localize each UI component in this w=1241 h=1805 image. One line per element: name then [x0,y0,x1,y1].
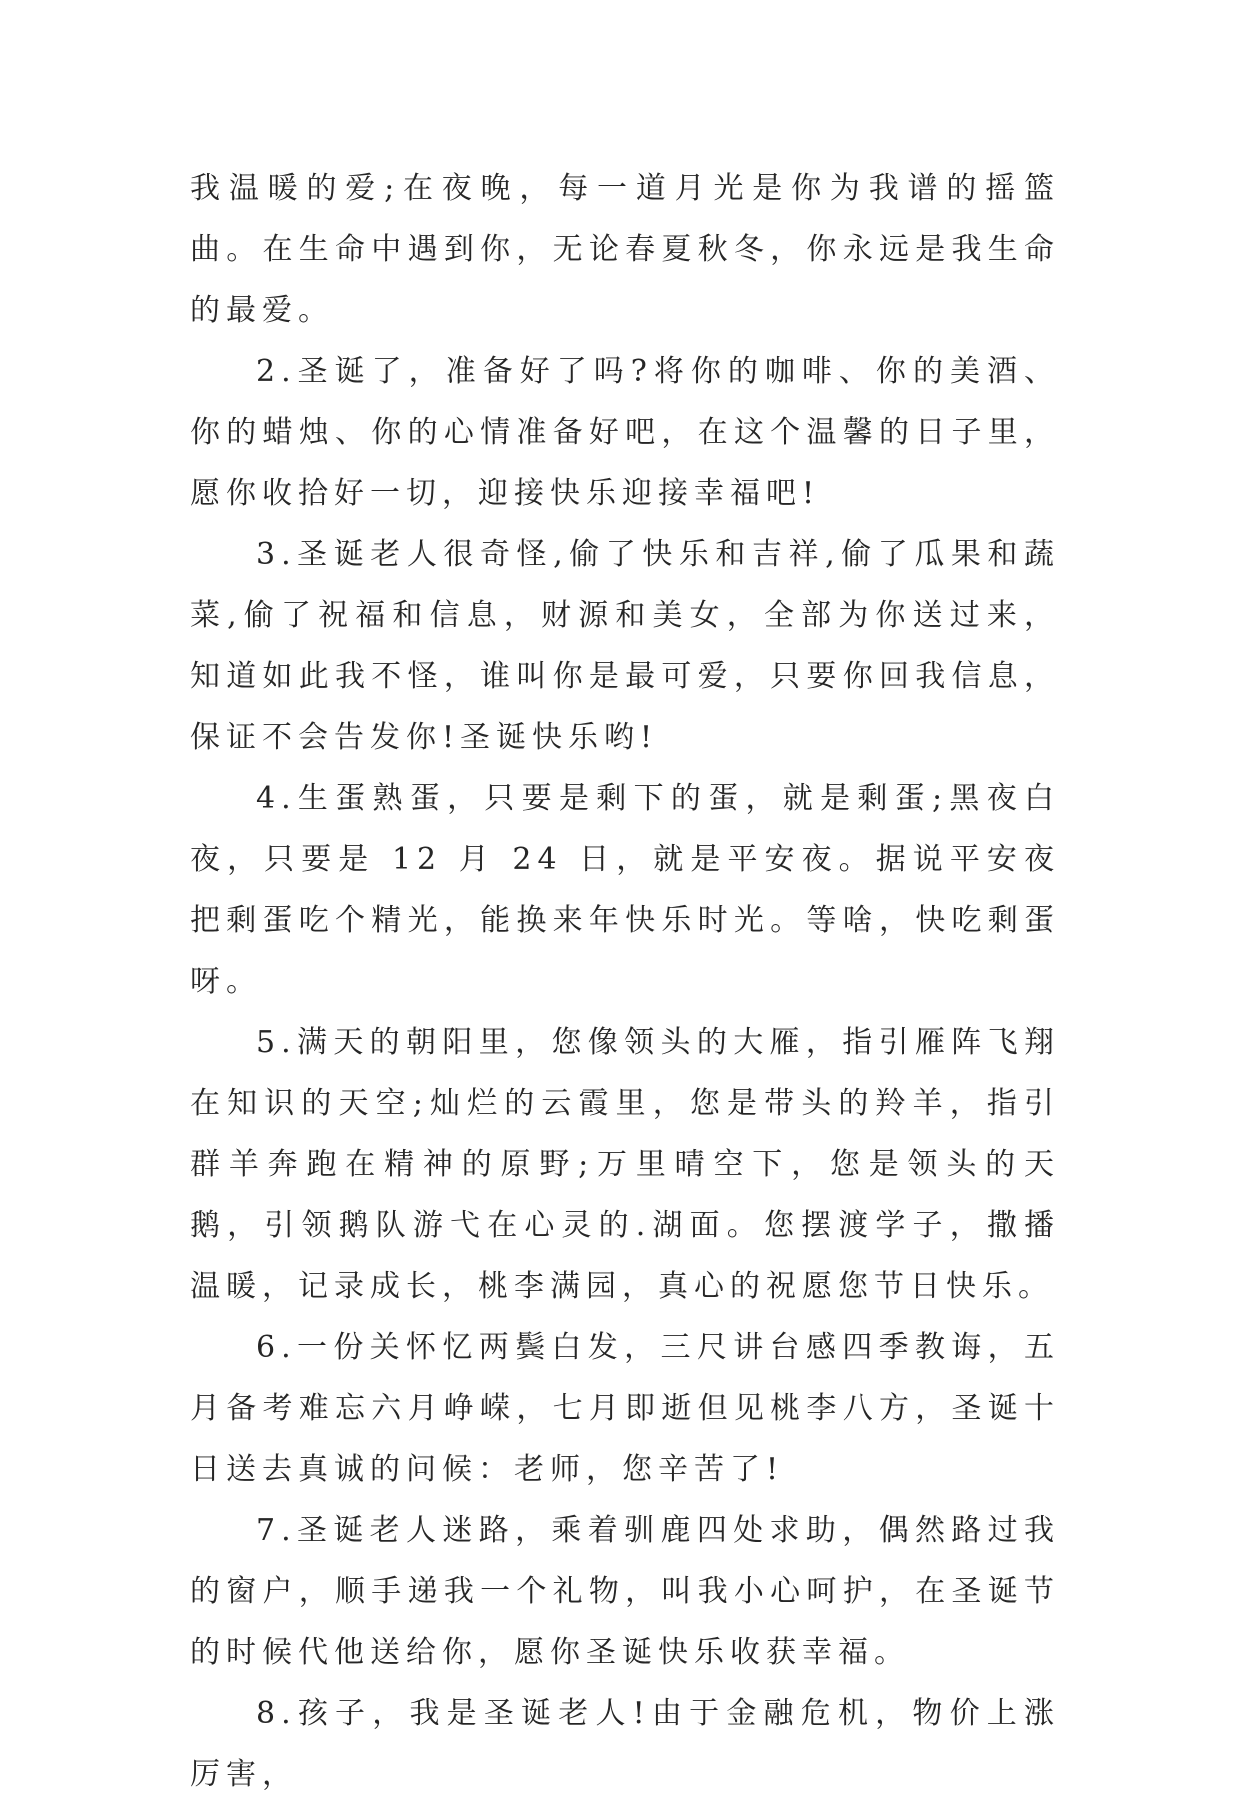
paragraph-item-2: 2.圣诞了，准备好了吗?将你的咖啡、你的美酒、你的蜡烛、你的心情准备好吧，在这个温馨的日子里，愿你收拾好一切，迎接快乐迎接幸福吧! [190,354,1060,511]
paragraph-item-3: 3.圣诞老人很奇怪,偷了快乐和吉祥,偷了瓜果和蔬菜,偷了祝福和信息，财源和美女，全部为你送过来，知道如此我不怪，谁叫你是最可爱，只要你回我信息，保证不会告发你!圣诞快乐哟! [190,537,1060,755]
paragraph-item-8: 8.孩子，我是圣诞老人!由于金融危机，物价上涨厉害， [190,1696,1060,1792]
document-body [190,158,1060,1805]
paragraph-continuation: 我温暖的爱;在夜晚，每一道月光是你为我谱的摇篮曲。在生命中遇到你，无论春夏秋冬，你永远是我生命的最爱。 [190,171,1060,328]
paragraph-item-5: 5.满天的朝阳里，您像领头的大雁，指引雁阵飞翔在知识的天空;灿烂的云霞里，您是带头的羚羊，指引群羊奔跑在精神的原野;万里晴空下，您是领头的天鹅，引领鹅队游弋在心灵的.湖面。您摆渡学子，撒播温暖，记录成长，桃李满园，真心的祝愿您节日快乐。 [190,1025,1060,1304]
paragraph-item-7: 7.圣诞老人迷路，乘着驯鹿四处求助，偶然路过我的窗户，顺手递我一个礼物，叫我小心呵护，在圣诞节的时候代他送给你，愿你圣诞快乐收获幸福。 [190,1513,1060,1670]
paragraph-item-4: 4.生蛋熟蛋，只要是剩下的蛋，就是剩蛋;黑夜白夜，只要是 12 月 24 日，就是平安夜。据说平安夜把剩蛋吃个精光，能换来年快乐时光。等啥，快吃剩蛋呀。 [190,781,1060,999]
paragraph-item-6: 6.一份关怀忆两鬓白发，三尺讲台感四季教诲，五月备考难忘六月峥嵘，七月即逝但见桃李八方，圣诞十日送去真诚的问候：老师，您辛苦了! [190,1330,1060,1487]
